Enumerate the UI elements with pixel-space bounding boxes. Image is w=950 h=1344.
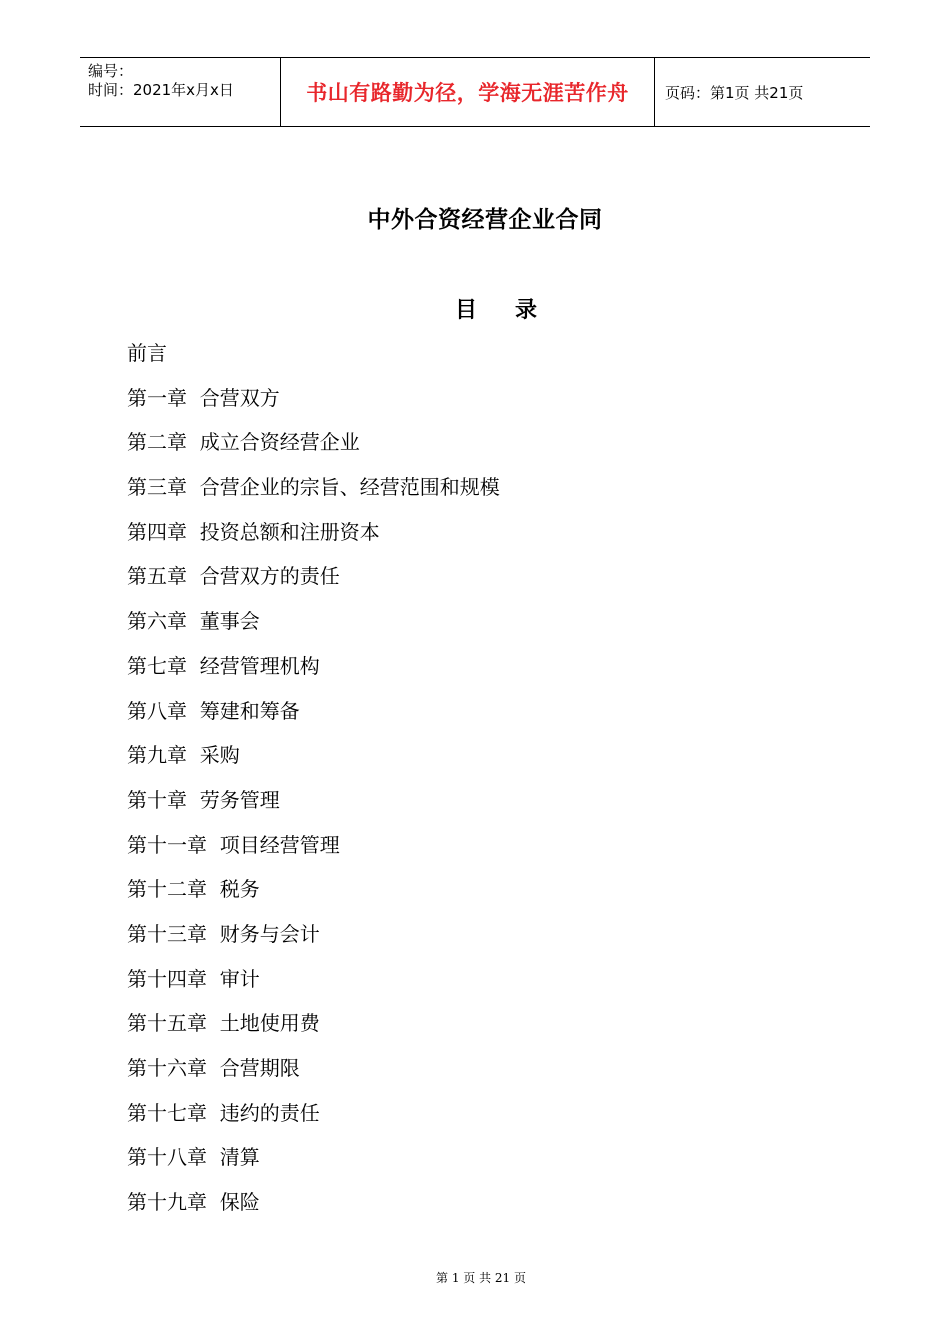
toc-item: 第十五章 土地使用费 xyxy=(127,1011,320,1036)
toc-item: 第十八章 清算 xyxy=(127,1145,260,1170)
toc-item: 第九章 采购 xyxy=(127,743,240,768)
toc-list xyxy=(127,337,500,1231)
date-label: 时间：2021年x月x日 xyxy=(88,81,234,99)
toc-item: 第十二章 税务 xyxy=(127,877,260,902)
toc-item: 第十七章 违约的责任 xyxy=(127,1100,320,1125)
toc-item: 前言 xyxy=(127,341,167,365)
toc-item: 第四章 投资总额和注册资本 xyxy=(127,519,380,544)
toc-item: 第七章 经营管理机构 xyxy=(127,653,320,678)
toc-heading-right: 录 xyxy=(515,298,538,323)
motto-cell xyxy=(281,58,655,126)
toc-heading xyxy=(455,293,537,324)
page-cell xyxy=(655,58,870,126)
toc-item: 第十一章 项目经营管理 xyxy=(127,832,340,857)
toc-item: 第五章 合营双方的责任 xyxy=(127,564,340,589)
page-label: 页码：第1页 共21页 xyxy=(665,83,804,102)
toc-item: 第一章 合营双方 xyxy=(127,385,280,410)
document-title: 中外合资经营企业合同 xyxy=(367,207,603,233)
toc-item: 第十九章 保险 xyxy=(127,1190,260,1215)
header-table xyxy=(80,57,870,127)
toc-item: 第三章 合营企业的宗旨、经营范围和规模 xyxy=(127,475,500,500)
toc-item: 第十六章 合营期限 xyxy=(127,1056,300,1080)
toc-item: 第十章 劳务管理 xyxy=(127,787,280,812)
number-label: 编号： xyxy=(88,62,134,80)
toc-item: 第十三章 财务与会计 xyxy=(127,921,320,946)
header-meta-cell xyxy=(80,58,281,126)
motto-text: 书山有路勤为径，学海无涯苦作舟 xyxy=(306,81,629,105)
toc-item: 第六章 董事会 xyxy=(127,609,260,634)
toc-item: 第二章 成立合资经营企业 xyxy=(127,430,360,455)
page-footer: 第 1 页 共 21 页 xyxy=(436,1271,526,1285)
toc-heading-left: 目 xyxy=(455,298,478,323)
toc-item: 第八章 筹建和筹备 xyxy=(127,698,300,723)
toc-item: 第十四章 审计 xyxy=(127,966,260,991)
